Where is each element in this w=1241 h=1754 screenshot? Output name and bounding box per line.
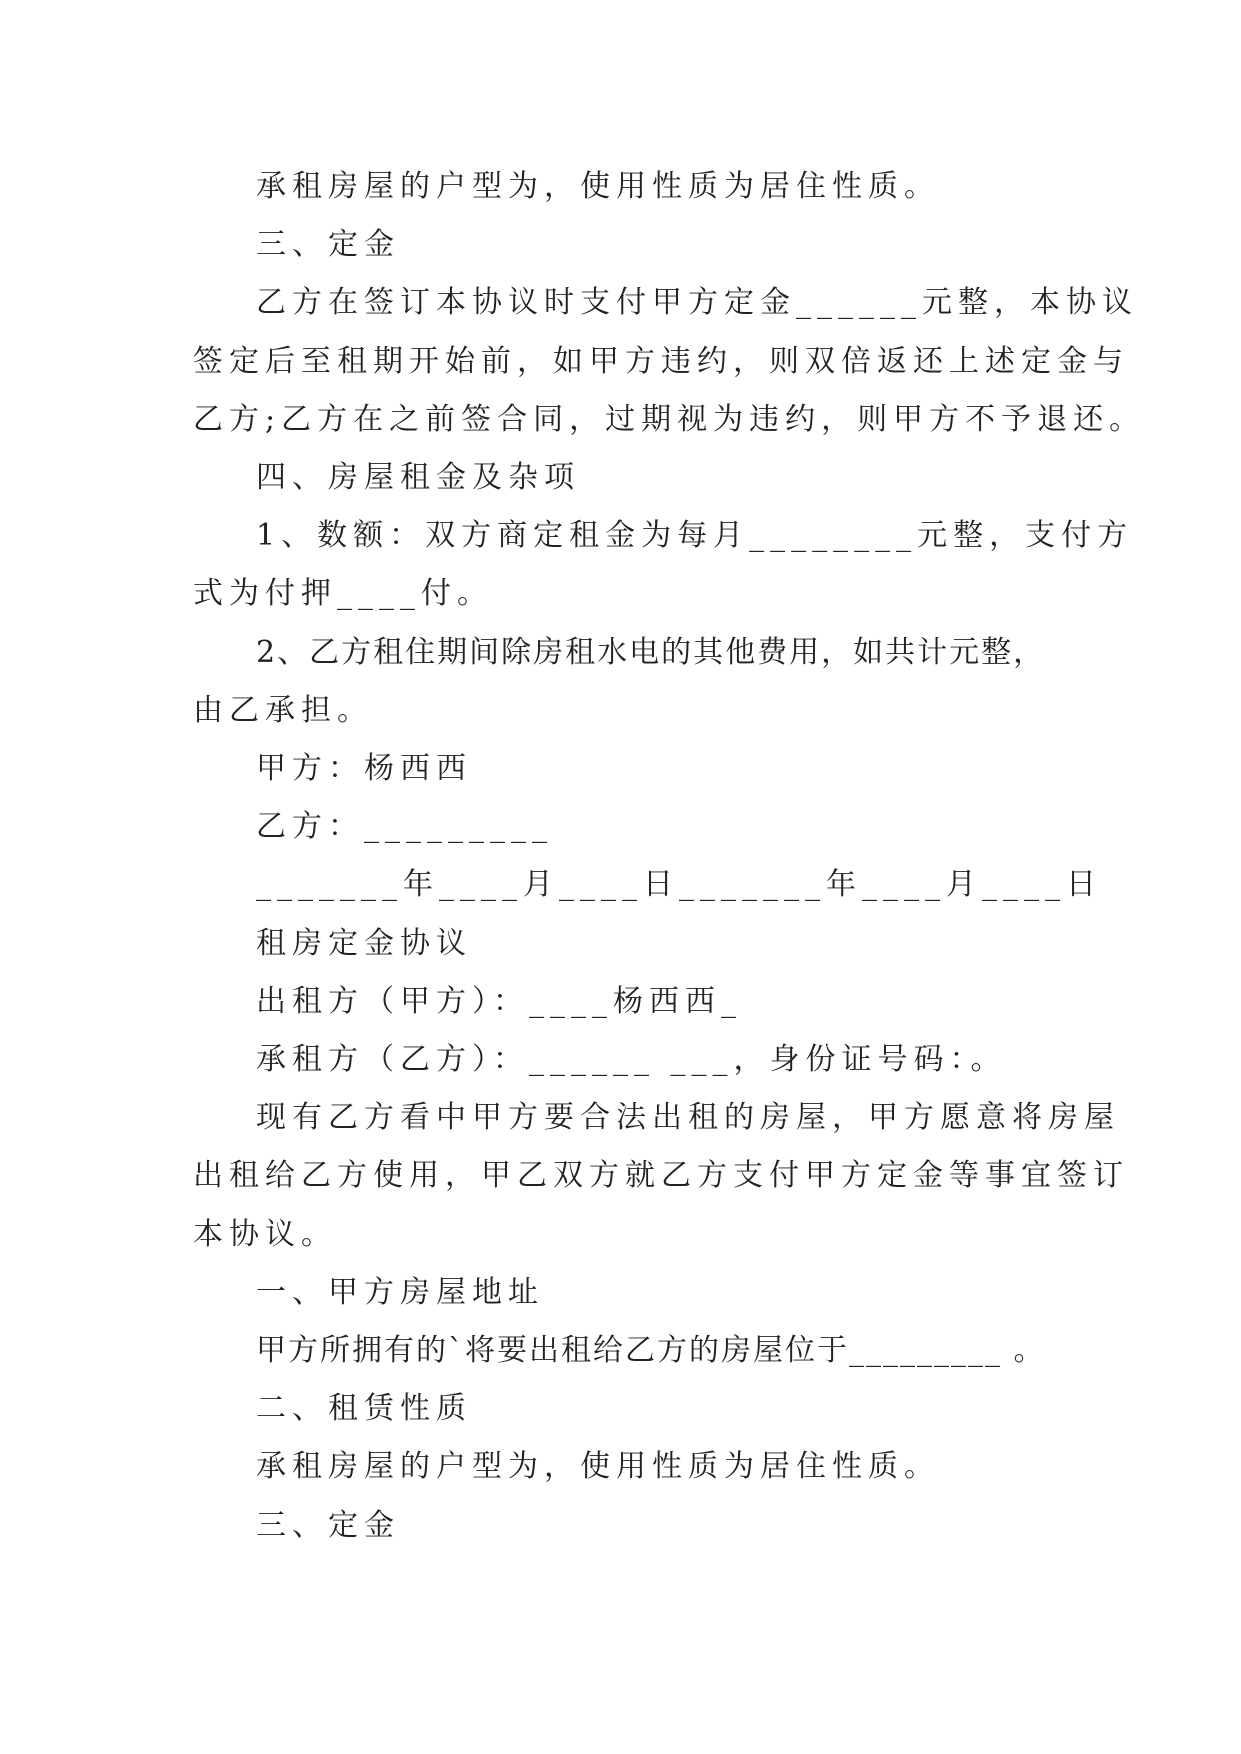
document-body	[193, 158, 1146, 1555]
section-heading-deposit: 三、定金	[256, 227, 400, 263]
paragraph-deposit-line-1: 乙方在签订本协议时支付甲方定金______元整，本协议	[256, 285, 1138, 321]
section-heading-rent: 四、房屋租金及杂项	[256, 460, 580, 496]
paragraph-house-type: 承租房屋的户型为，使用性质为居住性质。	[256, 169, 940, 204]
paragraph-intro-line-2: 出租给乙方使用，甲乙双方就乙方支付甲方定金等事宜签订	[193, 1158, 1129, 1194]
lessee-line: 承租方（乙方）：______ ___，身份证号码：。	[256, 1042, 1007, 1078]
document-title: 租房定金协议	[256, 925, 472, 961]
lessor-line: 出租方（甲方）：____杨西西_	[256, 983, 742, 1019]
paragraph-rent-amount-line-1: 1、数额：双方商定租金为每月________元整，支付方	[256, 518, 1134, 554]
paragraph-other-fees-line-1: 2、乙方租住期间除房租水电的其他费用，如共计元整，	[256, 634, 1046, 670]
party-a-signature: 甲方：杨西西	[256, 751, 472, 787]
paragraph-rent-amount-line-2: 式为付押____付。	[193, 576, 493, 612]
section-heading-lease-nature: 二、租赁性质	[256, 1391, 472, 1427]
section-heading-address: 一、甲方房屋地址	[256, 1274, 544, 1310]
paragraph-deposit-line-3: 乙方;乙方在之前签合同，过期视为违约，则甲方不予退还。	[193, 401, 1146, 437]
signature-dates: _______年____月____日_______年____月____日	[256, 867, 1102, 903]
paragraph-other-fees-line-2: 由乙承担。	[193, 692, 373, 728]
paragraph-deposit-line-2: 签定后至租期开始前，如甲方违约，则双倍返还上述定金与	[193, 343, 1129, 379]
section-heading-deposit-repeat: 三、定金	[256, 1507, 400, 1543]
party-b-signature: 乙方：_________	[256, 809, 553, 845]
paragraph-house-type-repeat: 承租房屋的户型为，使用性质为居住性质。	[256, 1449, 940, 1485]
paragraph-intro-line-1: 现有乙方看中甲方要合法出租的房屋，甲方愿意将房屋	[256, 1100, 1120, 1136]
paragraph-address: 甲方所拥有的`将要出租给乙方的房屋位于_________ 。	[256, 1333, 1046, 1369]
paragraph-intro-line-3: 本协议。	[193, 1216, 337, 1252]
